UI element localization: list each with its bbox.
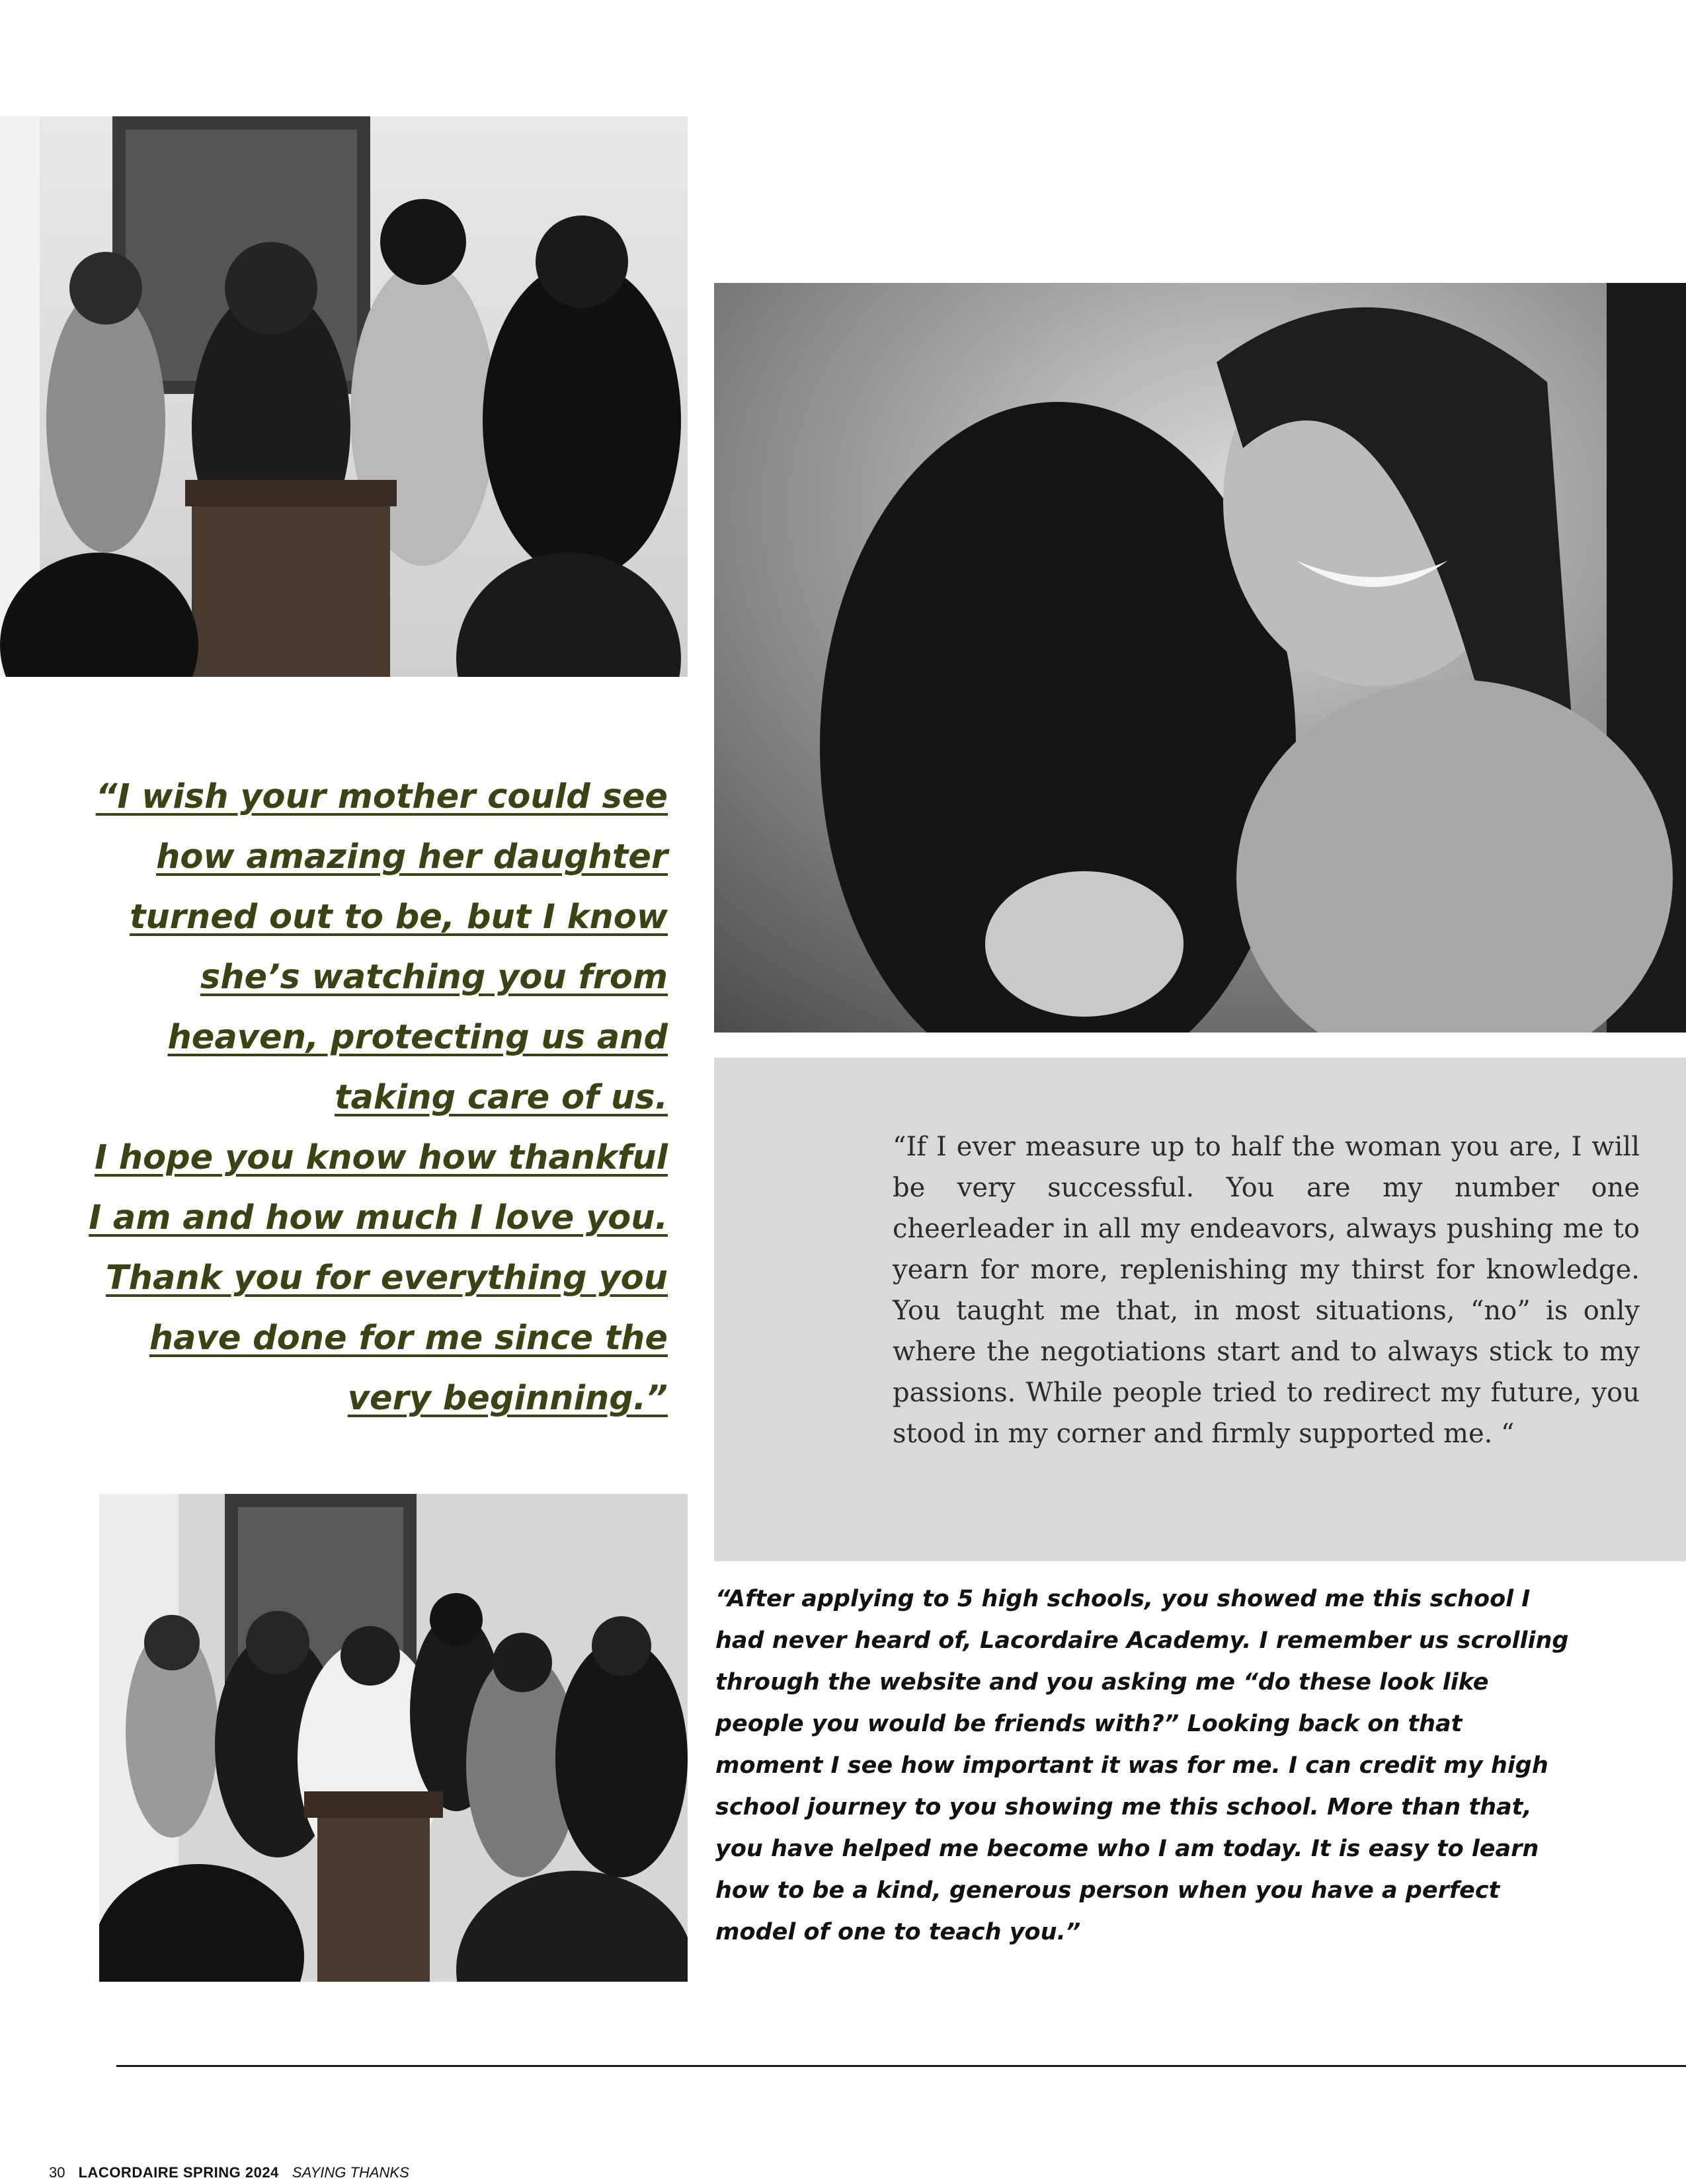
- publication-title: LACORDAIRE SPRING 2024: [78, 2164, 279, 2181]
- footer-divider: [116, 2065, 1686, 2067]
- bottom-quote: “After applying to 5 high schools, you showed me this school I had never heard of, Lacordaire Academy. I remember us scrolling through the website and you asking me “do these look like people you would be friends with?” Looking back on that moment I see how important it was for me. I can credit my high school journey to you showing me this school. More than that, you have helped me become who I am today. It is easy to learn how to be a kind, generous person when you have a perfect model of one to teach you.”: [715, 1586, 1569, 1945]
- quote-box: [714, 1058, 1686, 1561]
- photo-students-at-podium: [0, 116, 688, 677]
- section-title: SAYING THANKS: [292, 2164, 409, 2181]
- photo-group-at-podium: [99, 1494, 688, 1982]
- page-number: 30: [49, 2164, 65, 2181]
- photo-hug: [714, 283, 1686, 1033]
- quote-box-text: “If I ever measure up to half the woman you are, I will be very successful. You are my number one cheerleader in all my endeavors, always pushing me to yearn for more, replenishing my thirst for knowledge. You taught me that, in most situations, “no” is only where the negotiations start and to always stick to my passions. While people tried to redirect my future, you stood in my corner and firmly supported me. “: [893, 1132, 1640, 1449]
- pull-quote: “I wish your mother could see how amazing her daughter turned out to be, but I know she’s watching you from heaven, protecting us and taking care of us. I hope you know how thankful I am and how much I love you. Thank you for everything you have done for me since the very beginning.”: [89, 777, 668, 1418]
